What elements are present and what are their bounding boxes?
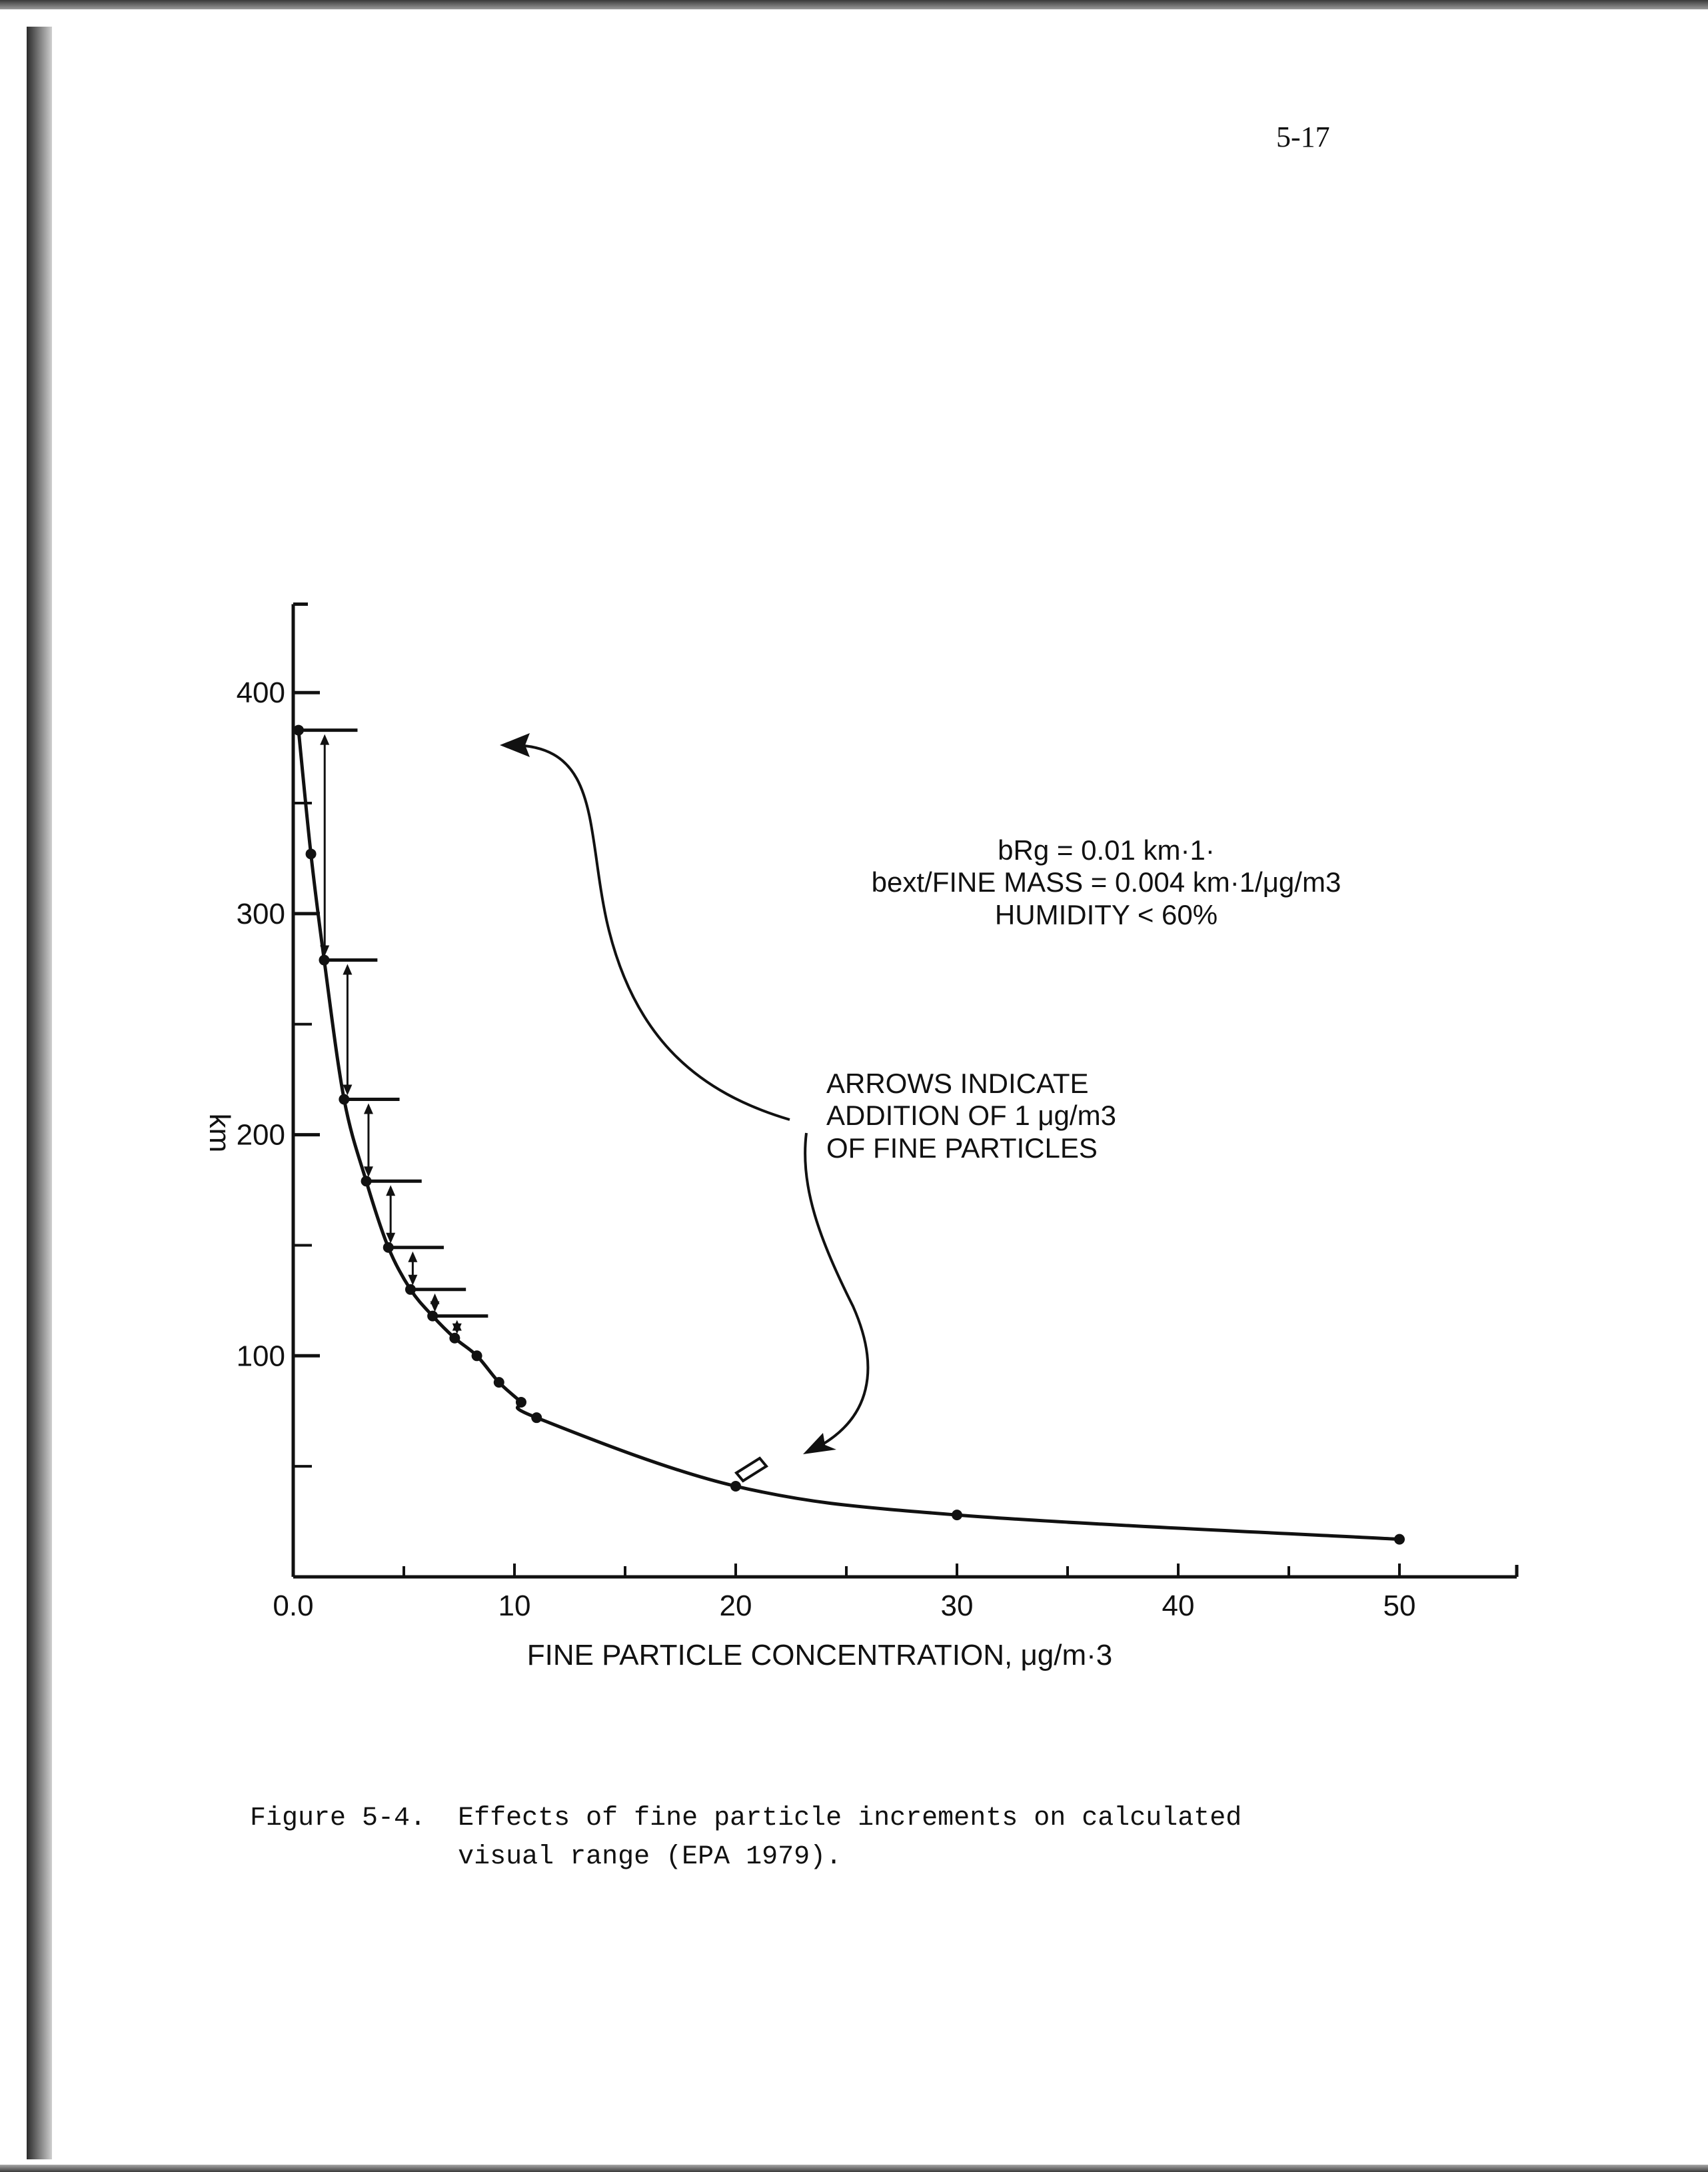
params-line-2: bext/FINE MASS = 0.004 km·1/μg/m3 — [871, 866, 1341, 898]
arrows-note-annotation — [826, 1068, 1116, 1164]
y-axis-label: km — [203, 1113, 236, 1153]
arrows-note-line-1: ARROWS INDICATE — [826, 1068, 1089, 1099]
data-point — [319, 955, 329, 966]
data-point — [427, 1311, 438, 1322]
data-point — [306, 848, 317, 859]
data-point — [730, 1481, 741, 1492]
data-point — [405, 1284, 416, 1295]
x-axis-label: FINE PARTICLE CONCENTRATION, μg/m·3 — [526, 1639, 1113, 1671]
data-point — [1394, 1534, 1405, 1545]
x-tick-label: 20 — [719, 1590, 752, 1622]
increment-arrowhead-up — [408, 1252, 417, 1262]
increment-arrowhead-down — [408, 1275, 417, 1286]
figure-caption — [250, 1799, 1242, 1877]
x-tick-label: 50 — [1383, 1590, 1416, 1622]
data-point — [293, 725, 304, 736]
pointer-arrow-lower — [805, 1133, 868, 1450]
x-tick-label: 30 — [940, 1590, 974, 1622]
data-point — [531, 1412, 542, 1423]
increment-arrowhead-up — [320, 734, 329, 745]
x-tick-label: 10 — [498, 1590, 531, 1622]
data-point — [339, 1094, 349, 1105]
params-line-1: bRg = 0.01 km·1· — [998, 834, 1215, 866]
data-point — [494, 1377, 504, 1388]
data-point — [383, 1242, 394, 1253]
data-point — [952, 1510, 962, 1520]
y-tick-label: 100 — [236, 1340, 285, 1373]
increment-arrowhead-up — [364, 1104, 373, 1114]
caption-line-2: visual range (EPA 1979). — [458, 1842, 842, 1872]
increment-arrowhead-up — [386, 1185, 395, 1196]
y-tick-label: 400 — [236, 676, 285, 710]
increment-markers — [299, 730, 488, 1334]
pointer-arrowhead-lower — [803, 1433, 836, 1454]
caption-label: Figure 5-4. — [250, 1803, 427, 1833]
data-point — [449, 1333, 460, 1344]
params-line-3: HUMIDITY < 60% — [994, 899, 1218, 930]
arrows-note-line-3: OF FINE PARTICLES — [826, 1132, 1098, 1164]
arrows-note-line-2: ADDITION OF 1 μg/m3 — [826, 1100, 1116, 1131]
data-point — [516, 1397, 526, 1408]
pointer-arrow-upper — [513, 745, 790, 1120]
data-point — [472, 1350, 482, 1361]
y-tick-label: 300 — [236, 897, 285, 930]
curve-marker-notch — [736, 1458, 766, 1481]
increment-arrowhead-up — [343, 964, 352, 975]
params-annotation — [872, 834, 1341, 930]
increment-arrowhead-down — [430, 1302, 440, 1312]
x-tick-label: 0.0 — [273, 1590, 314, 1622]
x-tick-label: 40 — [1162, 1590, 1195, 1622]
y-tick-label: 200 — [236, 1118, 285, 1152]
page-number: 5-17 — [1276, 121, 1330, 153]
data-point — [361, 1176, 372, 1186]
caption-line-1: Effects of fine particle increments on calculated — [458, 1803, 1242, 1833]
